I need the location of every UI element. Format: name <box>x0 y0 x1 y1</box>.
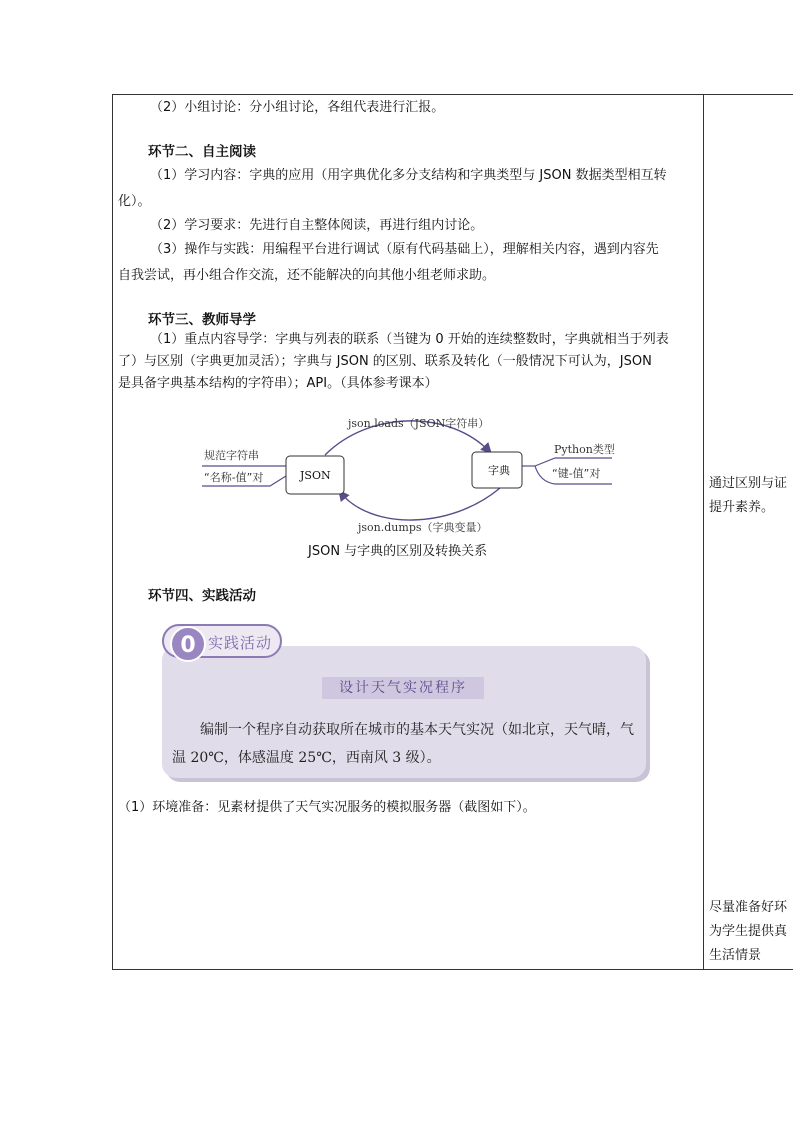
s2-p1-line1: （1）学习内容：字典的应用（用字典优化多分支结构和字典类型与 JSON 数据类型相互转 <box>150 168 667 183</box>
s3-p1-line1: （1）重点内容导学：字典与列表的联系（当键为 0 开始的连续整数时，字典就相当于列表 <box>150 332 669 347</box>
bottom-arrow <box>340 488 500 520</box>
practice-badge-label: 实践活动 <box>208 634 273 652</box>
discussion-paragraph: （2）小组讨论：分小组讨论，各组代表进行汇报。 <box>150 100 445 115</box>
s2-p1-line2: 化）。 <box>118 194 151 209</box>
side-note1-line2: 提升素养。 <box>709 500 775 515</box>
s2-p3-line1: （3）操作与实践：用编程平台进行调试（原有代码基础上），理解相关内容，遇到内容先 <box>150 242 659 257</box>
json-box-label: JSON <box>300 469 331 482</box>
practice-badge-number: 0 <box>170 626 206 662</box>
practice-subtitle: 设计天气实况程序 <box>322 677 484 699</box>
top-arrow-label: json.loads（JSON字符串） <box>348 417 490 430</box>
side-note2-line1: 尽量准备好环 <box>709 900 788 915</box>
dict-box-label: 字典 <box>488 464 510 477</box>
section4-title: 环节四、实践活动 <box>148 588 256 604</box>
practice-activity-card <box>160 620 652 785</box>
section3-title: 环节三、教师导学 <box>148 312 256 328</box>
s3-p1-line3: 是具备字典基本结构的字符串）；API。（具体参考课本） <box>118 376 438 391</box>
s2-p3-line2: 自我尝试，再小组合作交流，还不能解决的向其他小组老师求助。 <box>118 268 496 283</box>
s2-p2: （2）学习要求：先进行自主整体阅读，再进行组内讨论。 <box>150 218 484 233</box>
practice-badge <box>162 624 282 658</box>
json-dict-diagram <box>200 410 620 535</box>
left-tag-top: 规范字符串 <box>204 449 259 462</box>
practice-body-text: 编制一个程序自动获取所在城市的基本天气实况（如北京，天气晴，气温 20℃，体感温度 25℃，西南风 3 级）。 <box>172 722 634 766</box>
s3-p1-line2: 了）与区别（字典更加灵活）；字典与 JSON 的区别、联系及转化（一般情况下可认为，JSON <box>118 354 652 369</box>
side-note2-line2: 为学生提供真 <box>709 924 788 939</box>
column-divider <box>703 94 704 970</box>
side-note1-line1: 通过区别与证 <box>709 476 788 491</box>
side-note2-line3: 生活情景 <box>709 948 762 963</box>
right-tag-top: Python类型 <box>554 443 615 456</box>
bottom-arrow-label: json.dumps（字典变量） <box>358 521 488 534</box>
right-tag-bottom: “键-值”对 <box>552 467 601 480</box>
section2-title: 环节二、自主阅读 <box>148 144 256 160</box>
s4-p1: （1）环境准备：见素材提供了天气实况服务的模拟服务器（截图如下）。 <box>118 800 536 815</box>
left-tag-bottom: “名称-值”对 <box>204 471 264 484</box>
diagram-caption: JSON 与字典的区别及转换关系 <box>308 544 488 559</box>
practice-body <box>172 716 640 772</box>
